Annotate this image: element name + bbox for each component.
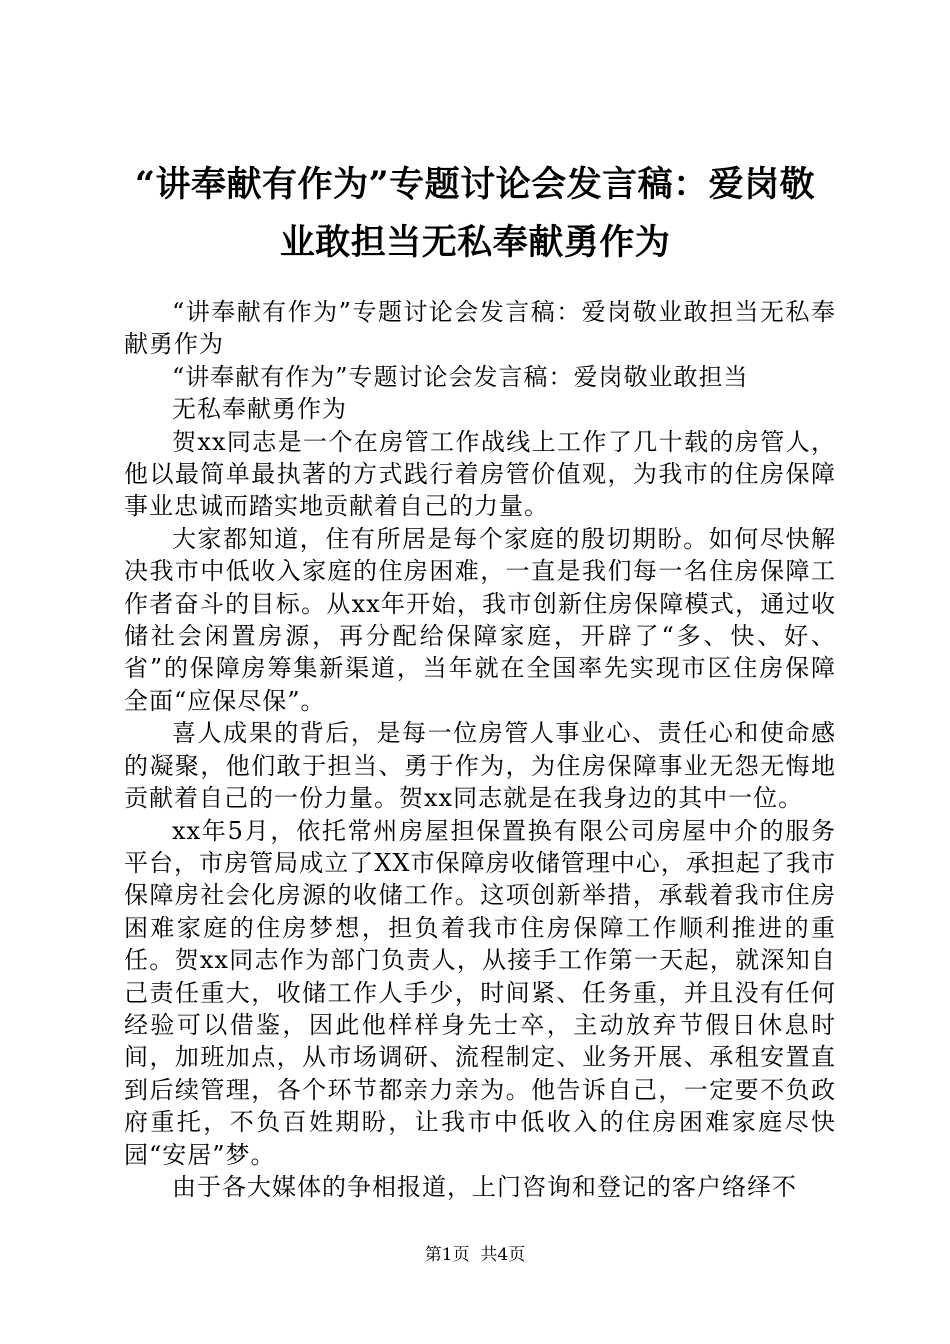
paragraph: 大家都知道，住有所居是每个家庭的殷切期盼。如何尽快解决我市中低收入家庭的住房困难，一直是我们每一名住房保障工作者奋斗的目标。从xx年开始，我市创新住房保障模式，通过收储社会闲置房源，再分配给保障家庭，开辟了“多、快、好、省”的保障房筹集新渠道，当年就在全国率先实现市区住房保障全面“应保尽保”。 <box>124 524 836 715</box>
paragraph: 由于各大媒体的争相报道，上门咨询和登记的客户络绎不 <box>172 1172 797 1201</box>
page-number-footer: 第1页 共4页 <box>424 1245 526 1265</box>
paragraph-subtitle-2: 无私奉献勇作为 <box>172 395 347 424</box>
paragraph-subtitle-1: “讲奉献有作为”专题讨论会发言稿：爱岗敬业敢担当 <box>172 362 749 391</box>
title-line-1: “讲奉献有作为”专题讨论会发言稿：爱岗敬 <box>134 164 816 205</box>
title-line-2: 业敢担当无私奉献勇作为 <box>279 222 671 263</box>
paragraph: xx年5月，依托常州房屋担保置换有限公司房屋中介的服务平台，市房管局成立了XX市保障房收储管理中心，承担起了我市保障房社会化房源的收储工作。这项创新举措，承载着我市住房困难家庭的住房梦想，担负着我市住房保障工作顺利推进的重任。贺xx同志作为部门负责人，从接手工作第一天起，就深知自己责任重大，收储工作人手少，时间紧、任务重，并且没有任何经验可以借鉴，因此他样样身先士卒，主动放弃节假日休息时间，加班加点，从市场调研、流程制定、业务开展、承租安置直到后续管理，各个环节都亲力亲为。他告诉自己，一定要不负政府重托，不负百姓期盼，让我市中低收入的住房困难家庭尽快园“安居”梦。 <box>124 816 836 1169</box>
document-body <box>124 296 836 1203</box>
document-title <box>100 156 850 272</box>
paragraph: 贺xx同志是一个在房管工作战线上工作了几十载的房管人，他以最简单最执著的方式践行着房管价值观，为我市的住房保障事业忠诚而踏实地贡献着自己的力量。 <box>124 427 836 521</box>
paragraph-heading-repeat: “讲奉献有作为”专题讨论会发言稿：爱岗敬业敢担当无私奉献勇作为 <box>124 298 836 359</box>
paragraph: 喜人成果的背后，是每一位房管人事业心、责任心和使命感的凝聚，他们敢于担当、勇于作为，为住房保障事业无怨无悔地贡献着自己的一份力量。贺xx同志就是在我身边的其中一位。 <box>124 719 836 813</box>
